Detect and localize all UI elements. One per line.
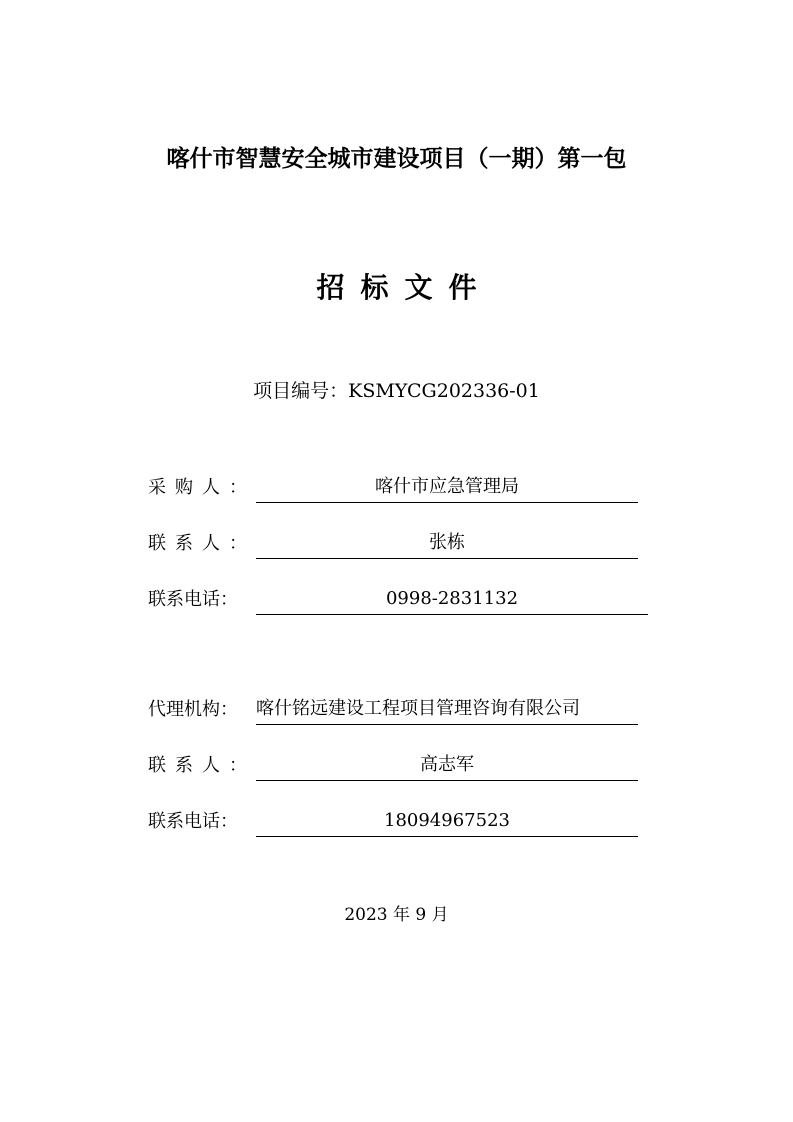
project-number-line	[0, 377, 793, 405]
agency-contact-value: 高志军	[256, 752, 638, 781]
agency-value: 喀什铭远建设工程项目管理咨询有限公司	[256, 696, 638, 725]
agency-label: 代理机构：	[148, 699, 238, 720]
issue-date: 2023 年 9 月	[344, 905, 449, 925]
project-title: 喀什市智慧安全城市建设项目（一期）第一包	[166, 145, 627, 172]
document-type-heading: 招标文件	[316, 271, 493, 304]
purchaser-value: 喀什市应急管理局	[256, 474, 638, 503]
project-number-value: KSMYCG202336-01	[348, 380, 540, 402]
purchaser-phone-value: 0998-2831132	[256, 586, 648, 615]
agency-phone-value: 18094967523	[256, 808, 638, 837]
purchaser-label: 采购人：	[148, 477, 256, 498]
purchaser-contact-label: 联系人：	[148, 533, 256, 554]
project-number-label: 项目编号：	[253, 380, 349, 402]
agency-contact-label: 联系人：	[148, 755, 256, 776]
agency-phone-label: 联系电话：	[148, 811, 238, 832]
purchaser-phone-label: 联系电话：	[148, 589, 238, 610]
purchaser-contact-value: 张栋	[256, 530, 638, 559]
